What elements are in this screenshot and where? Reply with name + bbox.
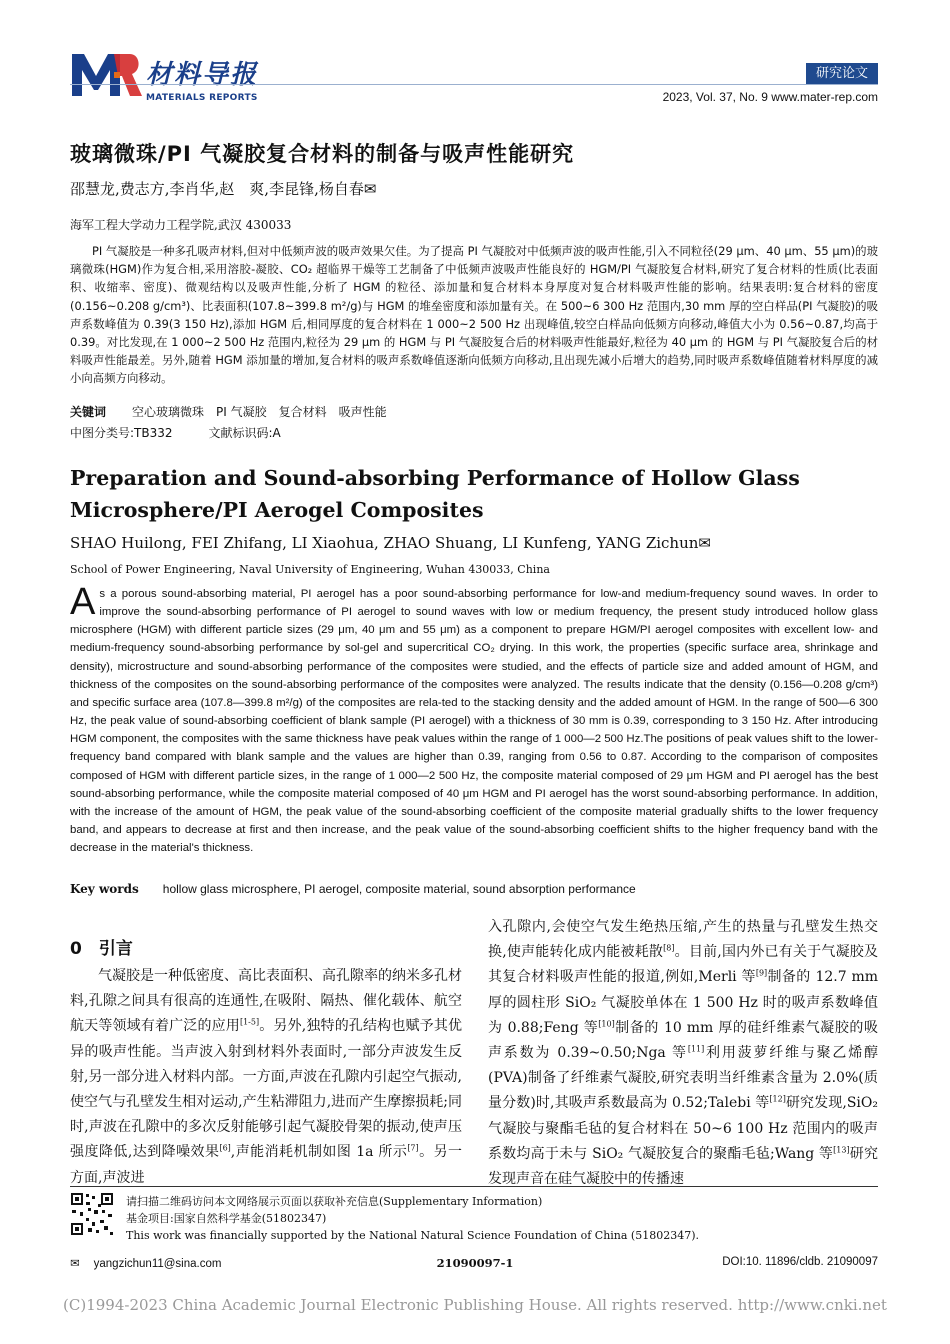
- body-text: 。目前,国内外已有关于气凝胶及其复合材料吸声性能的报道,例如,Merli 等: [488, 944, 878, 986]
- keywords-cn: [70, 403, 387, 420]
- footnote-divider: [70, 1186, 878, 1187]
- drop-cap: A: [70, 581, 96, 623]
- citation[interactable]: [10]: [598, 1019, 615, 1029]
- abstract-cn: [70, 242, 878, 388]
- title-en: Preparation and Sound-absorbing Performance of Hollow Glass Microsphere/PI Aerogel Composites: [70, 466, 800, 522]
- body-column-right: [488, 915, 878, 1192]
- citation[interactable]: [8]: [663, 943, 675, 953]
- keywords-en-label: Key words: [70, 882, 139, 896]
- corresponding-email: [70, 1256, 221, 1270]
- citation[interactable]: [7]: [407, 1143, 419, 1153]
- article-type-badge: 研究论文: [806, 63, 878, 84]
- footnotes: [126, 1193, 878, 1244]
- section-heading: 0 引言: [70, 939, 133, 959]
- body-text: 制备的 10 mm 厚的硅纤维素气凝胶的吸声系数为 0.39~0.50;Nga 等: [488, 1019, 878, 1062]
- abstract-cn-text: PI 气凝胶是一种多孔吸声材料,但对中低频声波的吸声效果欠佳。为了提高 PI 气凝胶对中低频声波的吸声性能,引入不同粒径(29 μm、40 μm、55 μm)的玻璃微珠(HGM)作为复合相,采用溶胶-凝胶、CO₂ 超临界干燥等工艺制备了中低频声波吸声性能良好的 HGM/PI 气凝胶复合材料,研究了复合材料的性质(比表面积、收缩率、密度)、微观结构以及吸声性能,分析了 HGM 的粒径、添加量和复合材料本身厚度对复合材料吸声性能的影响。结果表明:复合材料的密度(0.156~0.208 g/cm³)、比表面积(107.8~399.8 m²/g)与 HGM 的堆垒密度和添加量有关。在 500~6 300 Hz 范围内,30 mm 厚的空白样品(PI 气凝胶)的吸声系数峰值为 0.39(3 150 Hz),添加 HGM 后,相同厚度的复合材料在 1 000~2 500 Hz 出现峰值,较空白样品向低频方向移动,峰值大小为 0.56~0.87,均高于 0.39。对比发现,在 1 000~2 500 Hz 范围内,粒径为 29 μm 的 HGM 与 PI 气凝胶复合后的材料吸声性能最好,粒径为 40 μm 的 HGM 与 PI 气凝胶复合后的材料吸声性能最差。另外,随着 HGM 添加量的增加,复合材料的吸声系数峰值逐渐向低频方向移动,且出现先减小后增大的趋势,同时吸声系数峰值随着材料厚度的减小向高频方向移动。: [70, 244, 878, 386]
- doi[interactable]: DOI:10. 11896/cldb. 21090097: [722, 1256, 878, 1268]
- footnote-supplementary: 请扫描二维码访问本文网络展示页面以获取补充信息(Supplementary Information): [126, 1195, 543, 1208]
- keywords-cn-label: 关键词: [70, 405, 107, 419]
- keywords-en: [70, 882, 636, 896]
- classification-cn: 中图分类号:TB332 文献标识码:A: [70, 426, 281, 440]
- qr-code-icon[interactable]: [70, 1192, 114, 1236]
- copyright-watermark: (C)1994-2023 China Academic Journal Electronic Publishing House. All rights reserved. http://www.cnki.net: [63, 1296, 887, 1314]
- envelope-icon: ✉: [70, 1258, 80, 1270]
- body-text: ,声能消耗机制如图 1a 所示: [230, 1144, 408, 1161]
- footnote-funding-cn: 基金项目:国家自然科学基金(51802347): [126, 1212, 327, 1225]
- authors-cn: 邵慧龙,费志方,李肖华,赵 爽,李昆锋,杨自春✉: [70, 180, 377, 198]
- citation[interactable]: [6]: [219, 1143, 231, 1153]
- body-text: 利用菠萝纤维与聚乙烯醇(PVA)制备了纤维素气凝胶,研究表明当纤维素含量为 2.0%(质量分数)时,其吸声系数最高为 0.52;Talebi 等: [488, 1045, 879, 1112]
- page-number: 21090097-1: [436, 1256, 514, 1270]
- footnote-funding-en: This work was financially supported by the National Natural Science Foundation of China (51802347).: [126, 1229, 700, 1242]
- affiliation-en: School of Power Engineering, Naval University of Engineering, Wuhan 430033, China: [70, 563, 550, 576]
- keywords-cn-list: 空心玻璃微珠 PI 气凝胶 复合材料 吸声性能: [132, 405, 387, 419]
- body-column-left: [70, 964, 462, 1191]
- affiliation-cn: 海军工程大学动力工程学院,武汉 430033: [70, 218, 292, 232]
- email-address[interactable]: yangzichun11@sina.com: [93, 1258, 222, 1270]
- journal-name-en: MATERIALS REPORTS: [146, 93, 258, 103]
- keywords-en-list: hollow glass microsphere, PI aerogel, composite material, sound absorption performance: [162, 882, 636, 896]
- citation[interactable]: [12]: [769, 1094, 786, 1104]
- abstract-en: [70, 581, 878, 857]
- body-text: 研究发现声音在硅气凝胶中的传播速: [488, 1145, 878, 1188]
- citation[interactable]: [13]: [833, 1145, 850, 1155]
- citation[interactable]: [9]: [755, 968, 768, 978]
- title-cn: 玻璃微珠/PI 气凝胶复合材料的制备与吸声性能研究: [70, 142, 575, 166]
- journal-name-cn: 材料导报: [146, 60, 259, 90]
- issue-info: 2023, Vol. 37, No. 9 www.mater-rep.com: [662, 90, 878, 104]
- citation[interactable]: [1-5]: [239, 1017, 260, 1027]
- abstract-en-text: s a porous sound-absorbing material, PI aerogel has a poor sound-absorbing performance for low-and medium-frequency sound waves. In order to improve the sound-absorbing performance of PI aerogel to sound waves with low or medium frequency, the present study introduced hollow glass microsphere (HGM) with different particle sizes (29 μm, 40 μm and 55 μm) as a component to prepare HGM/PI aerogel composites with excellent low- and medium-frequency sound-absorbing performance by sol-gel and supercritical CO₂ drying. In this work, the properties (specific surface area, shrinkage and density), microstructure and sound-absorbing performance of the composites were studied, and the effects of particle size and added amount of HGM, and thickness of the composites on the sound-absorbing performance of the composites were analyzed. The results indicate that the density (0.156—0.208 g/cm³) and specific surface area (107.8—399.8 m²/g) of the composites are rela-ted to the stacking density and the added amount of HGM. In the range of 500—6 300 Hz, the peak value of sound-absorbing coefficient of blank sample (PI aerogel) with a thickness of 30 mm is 0.39, corresponding to 3 150 Hz. After introducing HGM component, the composites with the same thickness have peak values within the range of 1 000—2 500 Hz.The positions of peak values shift to the lower-frequency band compared with blank sample and the values are higher than 0.39, ranging from 0.56 to 0.87. According to the comparison of composites composed of HGM with different particle sizes, in the range of 1 000—2 500 Hz, the composite material composed of 29 μm HGM and PI aerogel has the best sound-absorbing performance, while the composite material composed of 40 μm HGM and PI aerogel has the worst sound-absorbing performance. In addition, with the increase of the amount of HGM, the peak value of the sound-absorbing coefficient of the composite material gradually shifts to the lower frequency band, and appears to decrease at first and then increase, and the peak value of the sound-absorbing coefficient shifts to the higher frequency band with the decrease in the material's thickness.: [70, 588, 878, 855]
- body-text: 研究发现,SiO₂ 气凝胶与聚酯毛毡的复合材料在 50~6 100 Hz 范围内的吸声系数均高于未与 SiO₂ 气凝胶复合的聚酯毛毡;Wang 等: [488, 1095, 878, 1162]
- body-text: 。另外,独特的孔结构也赋予其优异的吸声性能。当声波入射到材料外表面时,一部分声波发生反射,另一部分进入材料内部。一方面,声波在孔隙内引起空气振动,使空气与孔壁发生相对运动,产生粘滞阻力,进而产生摩擦损耗;同时,声波在孔隙中的多次反射能够引起气凝胶骨架的振动,使声压强度降低,达到降噪效果: [70, 1018, 462, 1161]
- journal-logo: [70, 46, 142, 100]
- citation[interactable]: [11]: [687, 1044, 705, 1054]
- body-text: 气凝胶是一种低密度、高比表面积、高孔隙率的纳米多孔材料,孔隙之间具有很高的连通性,在吸附、隔热、催化载体、航空航天等领域有着广泛的应用: [70, 968, 462, 1035]
- authors-en: SHAO Huilong, FEI Zhifang, LI Xiaohua, ZHAO Shuang, LI Kunfeng, YANG Zichun✉: [70, 534, 711, 552]
- body-text: 制备的 12.7 mm 厚的圆柱形 SiO₂ 气凝胶单体在 1 500 Hz 时的吸声系数峰值为 0.88;Feng 等: [488, 969, 879, 1036]
- body-text: 。另一方面,声波进: [70, 1144, 463, 1186]
- body-text: 入孔隙内,会使空气发生绝热压缩,产生的热量与孔壁发生热交换,使声能转化成内能被耗散: [488, 919, 878, 961]
- header-divider: [70, 84, 878, 85]
